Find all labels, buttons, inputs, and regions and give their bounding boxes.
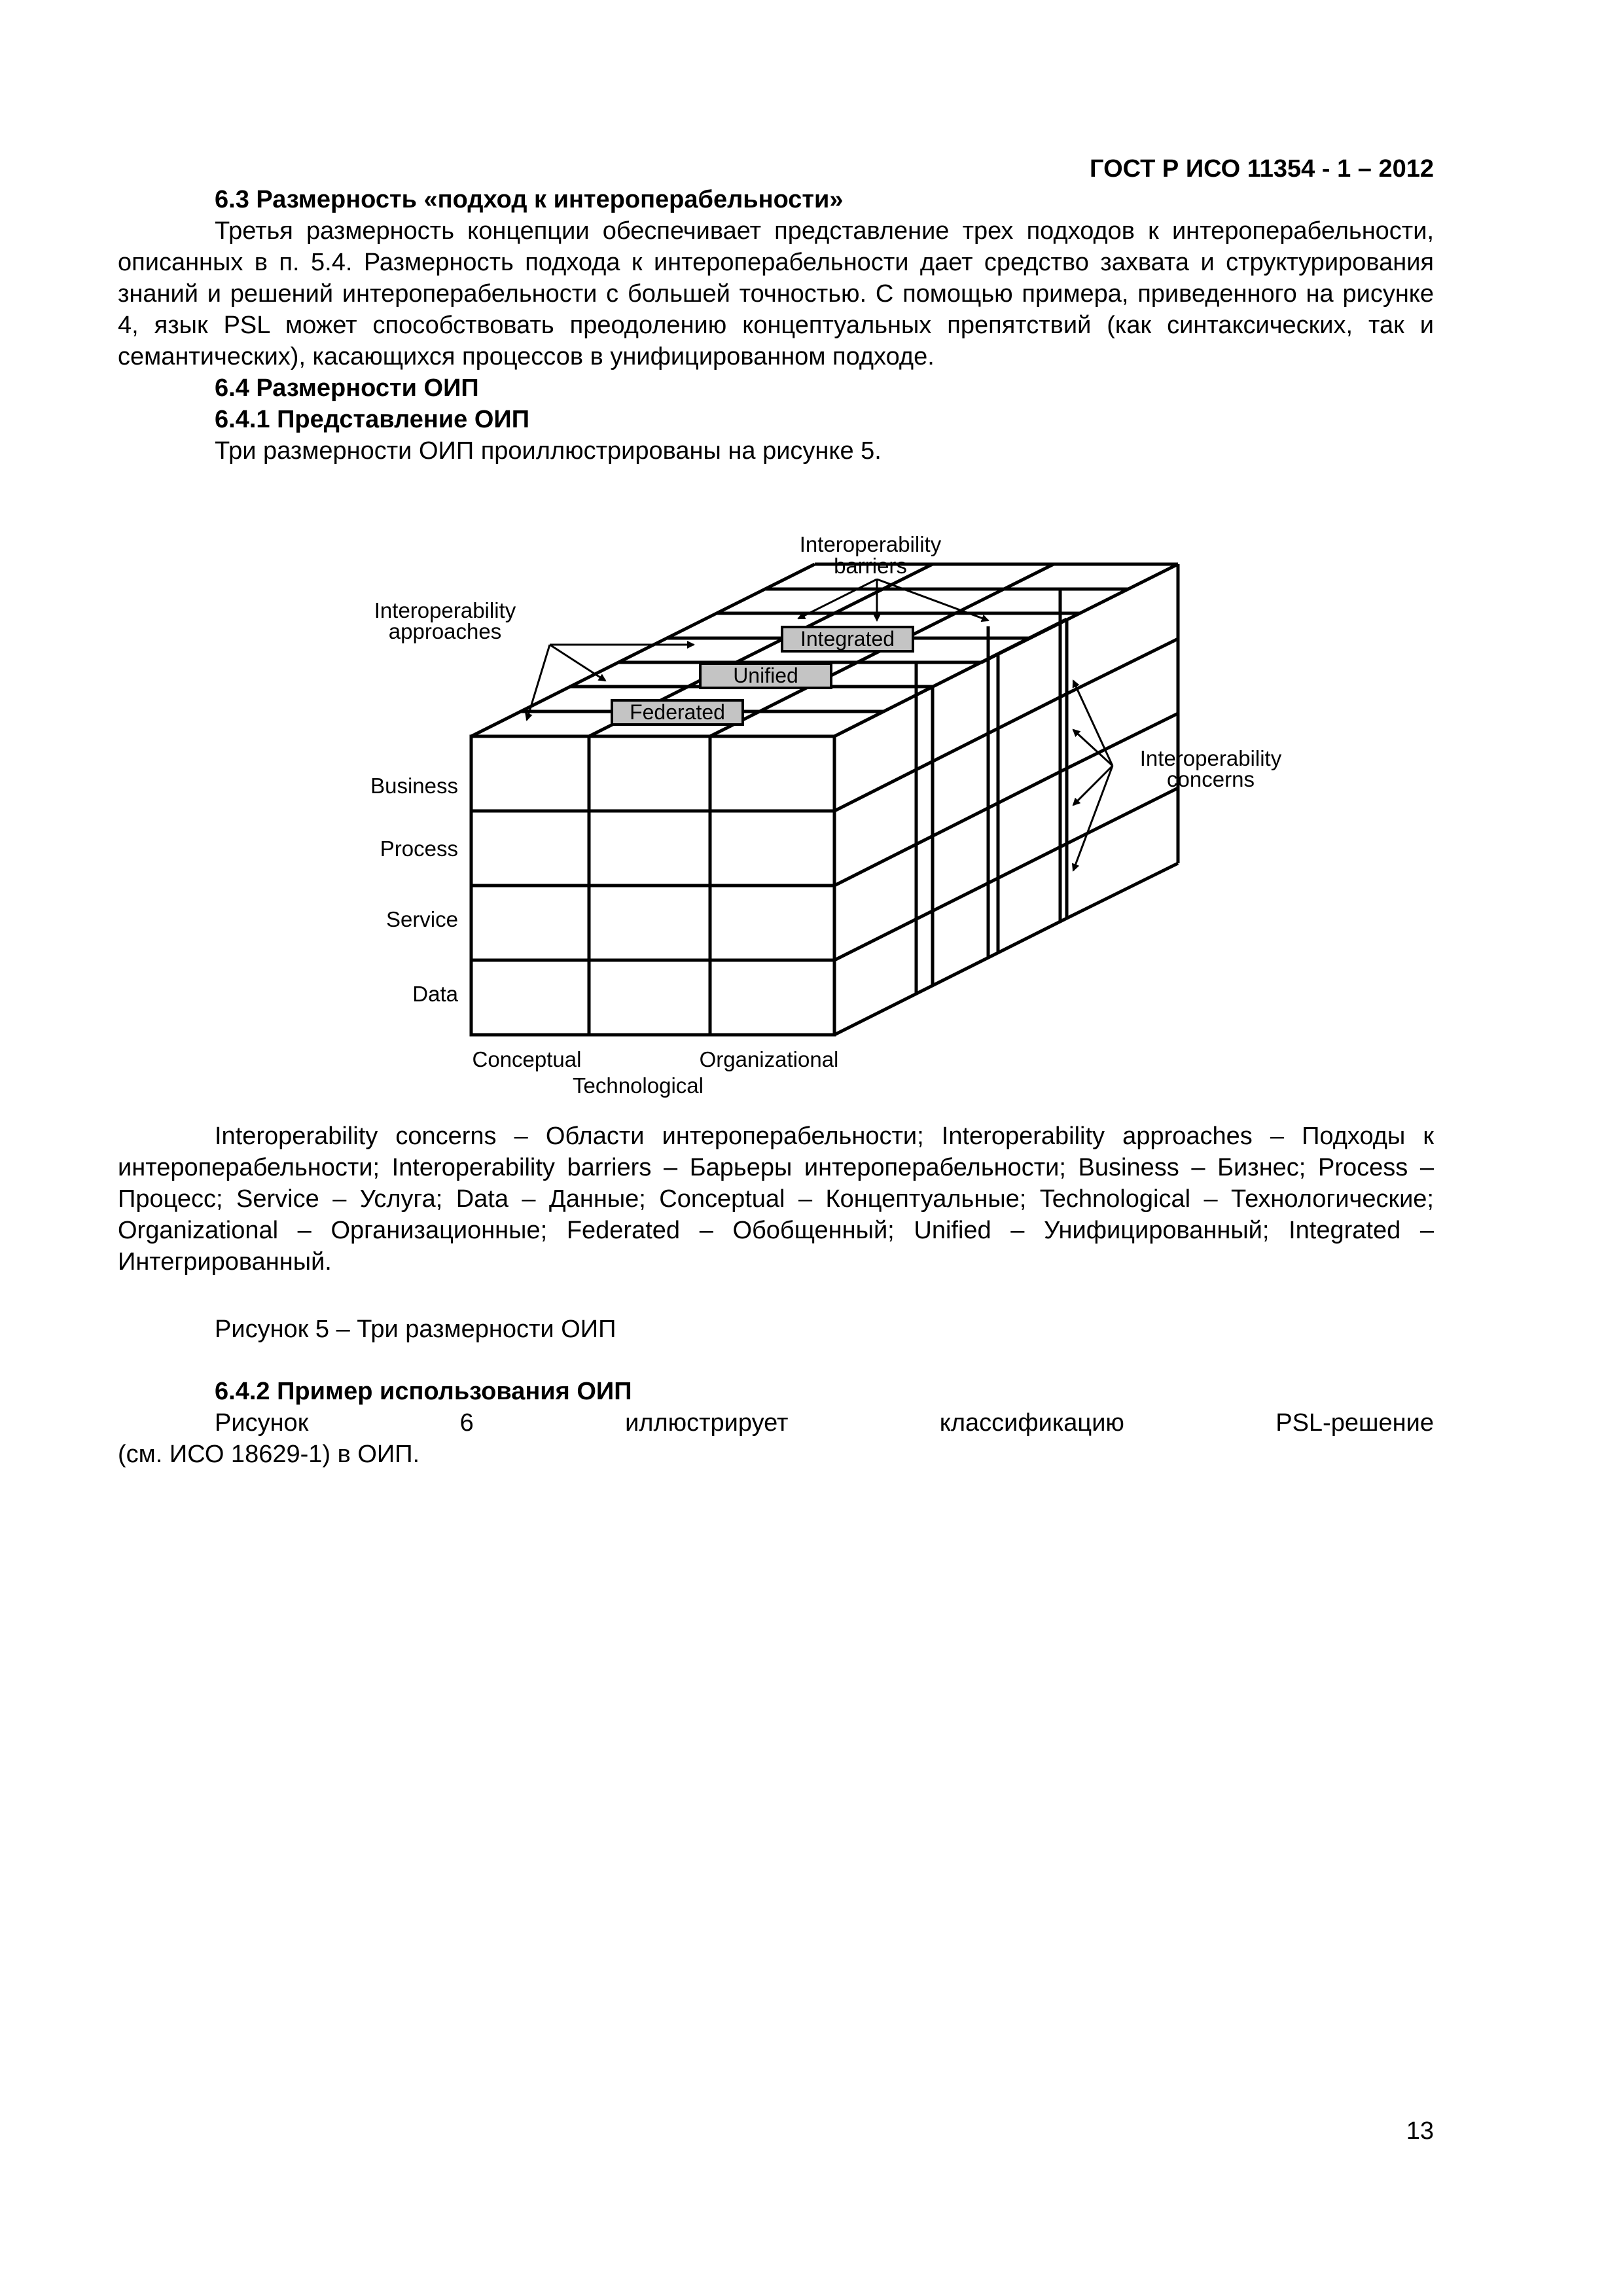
barriers-label-line1: Interoperability bbox=[799, 532, 942, 556]
barriers-label-line2: barriers bbox=[834, 554, 907, 578]
section-heading-6-4-1: 6.4.1 Представление ОИП bbox=[215, 406, 530, 433]
row-label-business: Business bbox=[370, 774, 458, 798]
page-number: 13 bbox=[1406, 2117, 1434, 2145]
approach-unified-label: Unified bbox=[733, 664, 798, 687]
word-4: классификацию bbox=[939, 1409, 1124, 1437]
concerns-label-line1: Interoperability bbox=[1139, 746, 1282, 770]
figure-caption-text: Рисунок 5 – Три размерности ОИП bbox=[215, 1316, 616, 1343]
figure-caption bbox=[118, 1314, 1434, 1345]
approach-integrated-label: Integrated bbox=[800, 627, 895, 651]
word-3: иллюстрирует bbox=[625, 1409, 789, 1437]
concerns-label-line2: concerns bbox=[1167, 767, 1255, 791]
section-heading-6-4: 6.4 Размерности ОИП bbox=[215, 374, 479, 402]
row-label-service: Service bbox=[385, 907, 458, 931]
section-heading-6-4-2: 6.4.2 Пример использования ОИП bbox=[215, 1378, 632, 1405]
iop-cube-figure bbox=[0, 0, 1623, 1126]
word-5: PSL-решение bbox=[1275, 1409, 1434, 1437]
section-6-4-2 bbox=[118, 1376, 1434, 1470]
approaches-label-line2: approaches bbox=[388, 619, 502, 643]
section-heading-6-3: 6.3 Размерность «подход к интероперабельности» bbox=[215, 186, 844, 213]
word-2: 6 bbox=[459, 1409, 474, 1437]
approaches-label-line1: Interoperability bbox=[374, 598, 516, 622]
section-6-4-2-line2: (см. ИСО 18629-1) в ОИП. bbox=[118, 1441, 420, 1468]
col-label-conceptual: Conceptual bbox=[472, 1047, 582, 1071]
approach-federated-label: Federated bbox=[630, 700, 725, 724]
document-header: ГОСТ Р ИСО 11354 - 1 – 2012 bbox=[1090, 155, 1434, 183]
row-label-process: Process bbox=[380, 836, 458, 861]
row-label-data: Data bbox=[412, 982, 458, 1006]
col-label-organizational: Organizational bbox=[699, 1047, 839, 1071]
section-paragraph-6-3: Третья размерность концепции обеспечивает представление трех подходов к интероперабельности, описанных в п. 5.4. Размерность подхода к интероперабельности дает средство захвата и структурирования знаний и решений интероперабельности с большей точностью. С помощью примера, приведенного на рисунке 4, язык PSL может способствовать преодолению концептуальных препятствий (как синтаксических, так и семантических), касающихся процессов в унифицированном подходе. bbox=[118, 217, 1434, 370]
col-label-technological: Technological bbox=[573, 1073, 704, 1098]
figure-legend: Interoperability concerns – Области интероперабельности; Interoperability approaches – Подходы к интероперабельности; Interoperability barriers – Барьеры интероперабельности; Business – Бизнес; Process – Процесс; Service – Услуга; Data – Данные; Conceptual – Концептуальные; Technological – Технологические; Organizational – Организационные; Federated – Обобщенный; Unified – Унифицированный; Integrated – Интегрированный. bbox=[118, 1122, 1434, 1276]
figure-intro-text: Три размерности ОИП проиллюстрированы на рисунке 5. bbox=[215, 437, 882, 465]
word-1: Рисунок bbox=[215, 1409, 309, 1437]
section-6-4-2-line1 bbox=[118, 1407, 1434, 1439]
